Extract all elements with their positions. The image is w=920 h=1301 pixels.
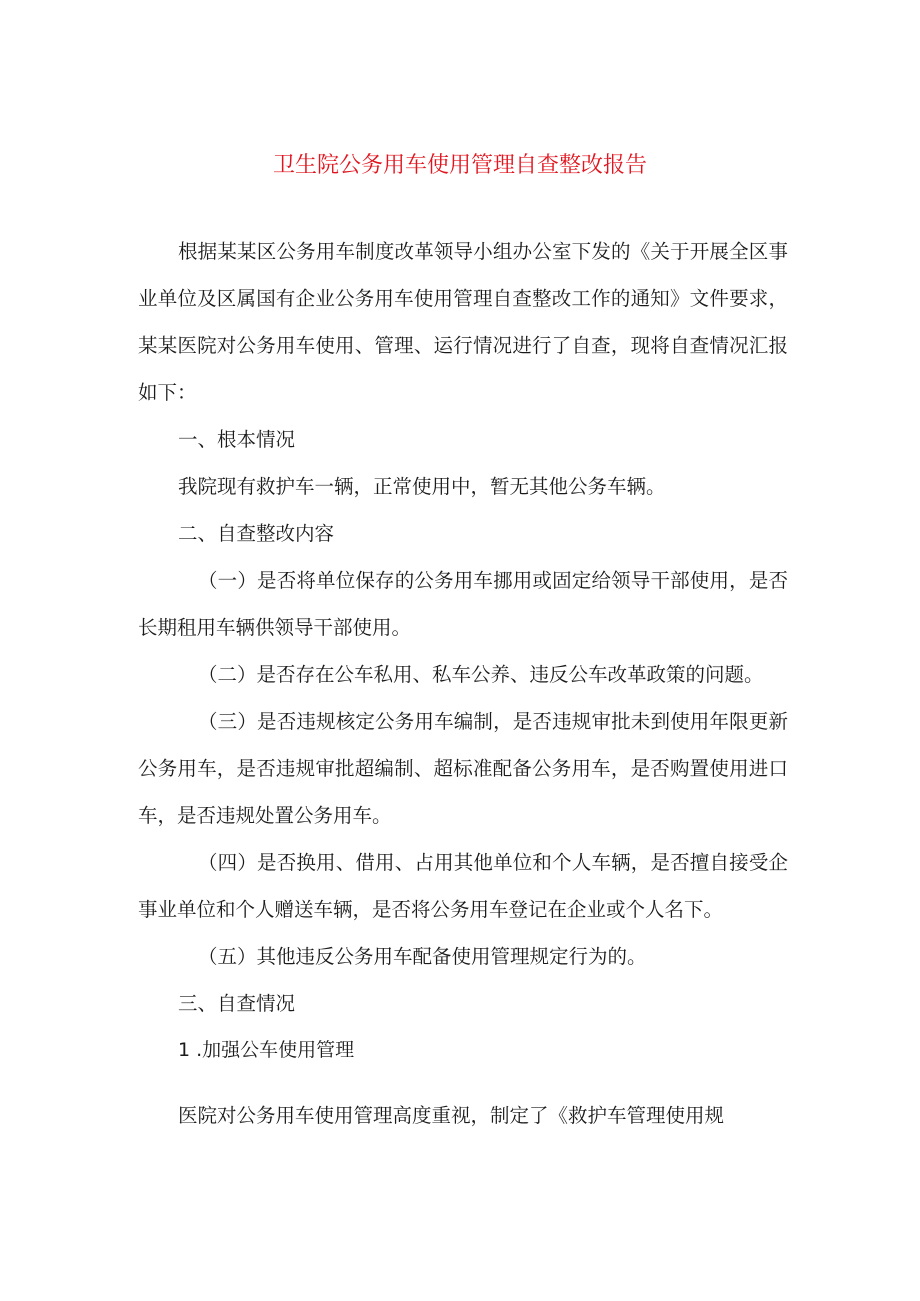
section-heading-1: 一、根本情况 bbox=[178, 428, 296, 451]
list-item: （二）是否存在公车私用、私车公养、违反公车改革政策的问题。 bbox=[198, 663, 764, 686]
section-heading-2: 二、自查整改内容 bbox=[178, 522, 335, 545]
section-heading-3: 三、自查情况 bbox=[178, 992, 296, 1015]
list-item: （三）是否违规核定公务用车编制，是否违规审批未到使用年限更新公务用车，是否违规审批超编制、超标准配备公务用车，是否购置使用进口车，是否违规处置公务用车。 bbox=[138, 710, 788, 827]
intro-paragraph: 根据某某区公务用车制度改革领导小组办公室下发的《关于开展全区事业单位及区属国有企业公务用车使用管理自查整改工作的通知》文件要求，某某医院对公务用车使用、管理、运行情况进行了自查，现将自查情况汇报如下： bbox=[138, 240, 788, 404]
document-title: 卫生院公务用车使用管理自查整改报告 bbox=[272, 153, 647, 178]
subsection-1-paragraph: 医院对公务用车使用管理高度重视，制定了《救护车管理使用规 bbox=[178, 1104, 725, 1127]
list-item: （一）是否将单位保存的公务用车挪用或固定给领导干部使用，是否长期租用车辆供领导干部使用。 bbox=[138, 569, 788, 639]
list-item: （五）其他违反公务用车配备使用管理规定行为的。 bbox=[198, 945, 647, 968]
section-1-paragraph: 我院现有救护车一辆，正常使用中，暂无其他公务车辆。 bbox=[178, 475, 666, 498]
list-item: （四）是否换用、借用、占用其他单位和个人车辆，是否擅自接受企事业单位和个人赠送车辆，是否将公务用车登记在企业或个人名下。 bbox=[138, 851, 788, 921]
subsection-heading-1: 1 .加强公车使用管理 bbox=[178, 1039, 355, 1061]
document-body bbox=[138, 228, 788, 1139]
